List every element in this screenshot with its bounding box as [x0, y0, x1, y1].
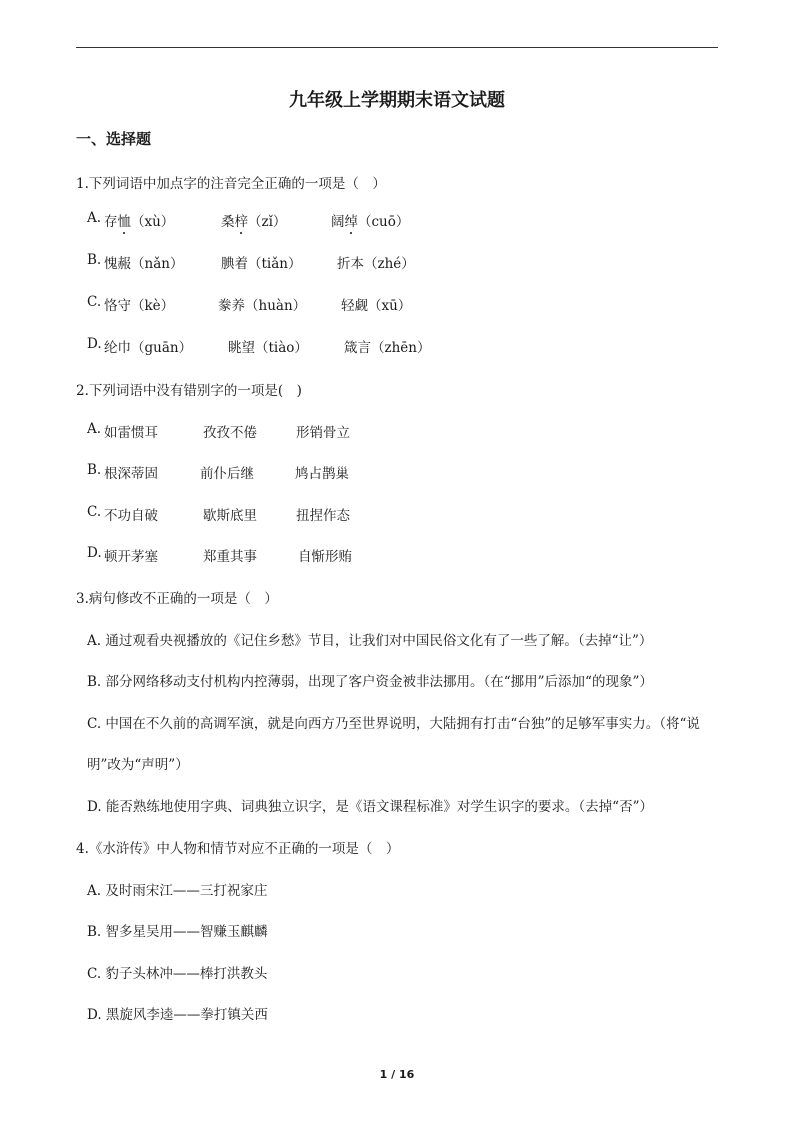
- q1-option-d: D. 纶巾（guān） 眺望（tiào） 箴言（zhēn）: [87, 336, 431, 356]
- option-letter: A.: [87, 210, 102, 226]
- dotted-char: 梓: [235, 210, 249, 230]
- q1-option-c: C. 恪守（kè） 豢养（huàn） 轻觑（xū）: [87, 294, 412, 314]
- section-heading: 一、选择题: [76, 130, 152, 148]
- q3-option-b: B. 部分网络移动支付机构内控薄弱，出现了客户资金被非法挪用。（在“挪用”后添加“的现象”）: [87, 674, 653, 690]
- page-number: 1 / 16: [379, 1068, 415, 1081]
- q3-option-c-line1: C. 中国在不久前的高调军演，就是向西方乃至世界说明，大陆拥有打击“台独”的足够军事实力。（将“说: [87, 716, 700, 732]
- q1-option-a: A. 存恤（xù） 桑梓（zǐ） 阔绰（cuō）: [87, 210, 410, 230]
- dotted-char: 恤: [118, 210, 132, 230]
- q3-option-d: D. 能否熟练地使用字典、词典独立识字，是《语文课程标准》对学生识字的要求。（去掉“否”）: [87, 799, 653, 815]
- page-title: 九年级上学期期末语文试题: [289, 90, 505, 111]
- q2-option-b: B. 根深蒂固 前仆后继 鸠占鹊巢: [87, 462, 349, 482]
- q4-option-a: A. 及时雨宋江——三打祝家庄: [87, 883, 268, 899]
- q4-option-d: D. 黑旋风李逵——拳打镇关西: [87, 1007, 268, 1023]
- q3-option-c-line2: 明”改为“声明”）: [87, 757, 189, 773]
- q2-option-d: D. 顿开茅塞 郑重其事 自惭形贿: [87, 545, 352, 565]
- q1-option-b: B. 愧赧（nǎn） 腆着（tiǎn） 折本（zhé）: [87, 252, 415, 272]
- q4-option-c: C. 豹子头林冲——棒打洪教头: [87, 966, 268, 982]
- question-2-stem: 2.下列词语中没有错别字的一项是( ): [76, 383, 302, 399]
- q4-option-b: B. 智多星吴用——智赚玉麒麟: [87, 924, 268, 940]
- q2-option-c: C. 不功自破 歇斯底里 扭捏作态: [87, 504, 350, 524]
- header-rule: [76, 47, 718, 48]
- question-1-stem: 1.下列词语中加点字的注音完全正确的一项是（ ）: [76, 176, 386, 192]
- dotted-char: 绰: [345, 210, 359, 230]
- q3-option-a: A. 通过观看央视播放的《记住乡愁》节目，让我们对中国民俗文化有了一些了解。（去掉“让”）: [87, 633, 653, 649]
- question-3-stem: 3.病句修改不正确的一项是（ ）: [76, 591, 278, 607]
- question-4-stem: 4.《水浒传》中人物和情节对应不正确的一项是（ ）: [76, 841, 400, 857]
- q2-option-a: A. 如雷惯耳 孜孜不倦 形销骨立: [87, 421, 350, 441]
